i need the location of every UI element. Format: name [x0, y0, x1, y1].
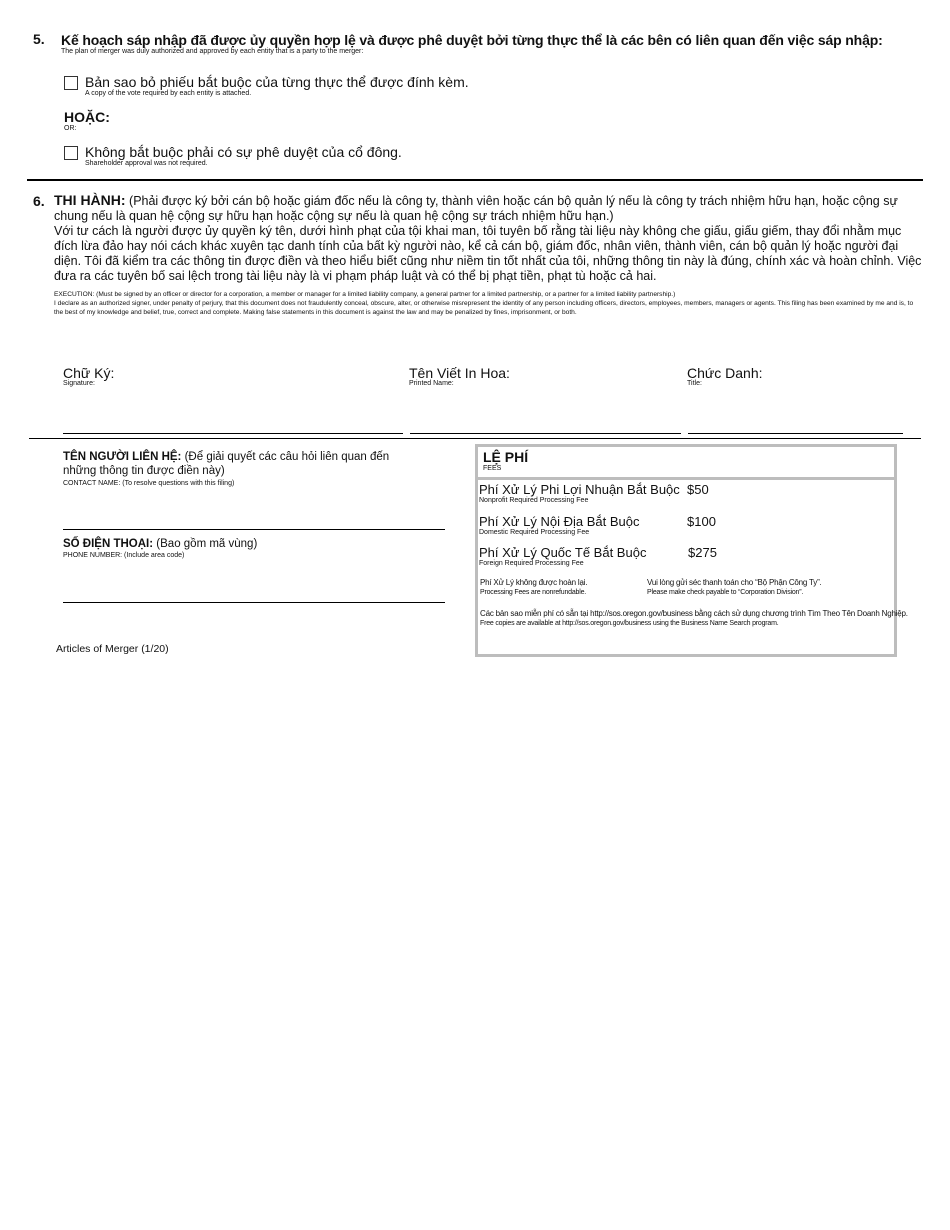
fees-header: [478, 447, 894, 480]
or-label: HOẶC:: [64, 109, 110, 125]
execution-title: THI HÀNH:: [54, 192, 126, 208]
declaration-en: I declare as an authorized signer, under penalty of perjury, that this document does not fraudulently conceal, obscure, alter, or otherwise misrepresent the identity of any person including officers, directors, employees, members, managers or agents. This filing has been examined by me and is, to the best of my knowledge and belief, true, correct and complete. Making false statements in this document is against the law and may be penalized by fines, imprisonment, or both.: [54, 300, 914, 316]
no-shareholder-approval-checkbox[interactable]: [64, 146, 78, 160]
free-copies-vi: Các bản sao miễn phí có sẵn tại http://sos.oregon.gov/business bằng cách sử dụng chương trình Tìm Theo Tên Doanh Nghiệp.: [480, 609, 908, 618]
fees-payable-vi: Vui lòng gửi séc thanh toán cho “Bộ Phận Công Ty”.: [647, 578, 822, 587]
contact-name-heading: [63, 450, 403, 478]
no-shareholder-approval-label: Không bắt buộc phải có sự phê duyệt của cổ đông.: [85, 144, 402, 160]
phone-field[interactable]: [63, 602, 445, 603]
signature-label: Chữ Ký:: [63, 365, 115, 381]
fees-title: LỆ PHÍ: [483, 449, 529, 465]
free-copies-en: Free copies are available at http://sos.oregon.gov/business using the Business Name Search program.: [480, 620, 779, 627]
execution-desc: (Phải được ký bởi cán bộ hoặc giám đốc nếu là công ty, thành viên hoặc cán bộ quản lý nếu là công ty trách nhiệm hữu hạn, hoặc cộng sự chung nếu là quan hệ cộng sự hữu hạn hoặc cộng sự nếu là quan hệ cộng sự trách nhiệm hữu hạn.): [54, 194, 898, 223]
title-field-label-en: Title:: [687, 380, 702, 387]
free-copies: [480, 609, 908, 629]
no-shareholder-approval-label-en: Shareholder approval was not required.: [85, 160, 208, 167]
execution-paragraph: [54, 193, 928, 284]
execution-en-block: [54, 290, 924, 317]
phone-desc: (Bao gồm mã vùng): [156, 538, 258, 550]
form-id: Articles of Merger (1/20): [56, 643, 169, 655]
title-field-label: Chức Danh:: [687, 365, 763, 381]
section-6-number: 6.: [33, 193, 45, 209]
execution-en: EXECUTION: (Must be signed by an officer or director for a corporation, a member or manager for a limited liability company, a general partner for a limited partnership, or a partner for a limited liability partnership.): [54, 291, 676, 298]
printed-name-field[interactable]: [410, 433, 681, 434]
printed-name-label-en: Printed Name:: [409, 380, 454, 387]
fee-foreign-name-en: Foreign Required Processing Fee: [479, 560, 584, 567]
vote-attached-checkbox[interactable]: [64, 76, 78, 90]
contact-name-label: TÊN NGƯỜI LIÊN HỆ:: [63, 451, 182, 463]
fees-nonrefundable: [480, 578, 587, 598]
signature-label-en: Signature:: [63, 380, 95, 387]
fee-foreign-amount: $275: [688, 545, 717, 560]
fees-nonrefundable-en: Processing Fees are nonrefundable.: [480, 589, 587, 596]
contact-name-field[interactable]: [63, 529, 445, 530]
section-5-title-en: The plan of merger was duly authorized and approved by each entity that is a party to the merger:: [61, 48, 364, 55]
fee-nonprofit-name: Phí Xử Lý Phi Lợi Nhuận Bắt Buộc: [479, 482, 680, 497]
fee-foreign-name: Phí Xử Lý Quốc Tế Bắt Buộc: [479, 545, 647, 560]
vote-attached-label-en: A copy of the vote required by each entity is attached.: [85, 90, 252, 97]
signature-field[interactable]: [63, 433, 403, 434]
fee-nonprofit-name-en: Nonprofit Required Processing Fee: [479, 497, 589, 504]
printed-name-label: Tên Viết In Hoa:: [409, 365, 510, 381]
execution-declaration: Với tư cách là người được ủy quyền ký tên, dưới hình phạt của tội khai man, tôi tuyên bố rằng tài liệu này không che giấu, giấu giếm, thay đổi nhằm mục đích lừa đảo hay nói cách khác xuyên tạc danh tính của bất kỳ người nào, kể cả cán bộ, giám đốc, nhân viên, thành viên, cán bộ quản lý hoặc người đại diện. Tôi đã kiểm tra các thông tin được điền và theo hiểu biết cũng như niềm tin tốt nhất của tôi, những thông tin này là đúng, chính xác và hoàn chỉnh. Việc đưa ra các tuyên bố sai lệch trong tài liệu này là vi phạm pháp luật và có thể bị phạt tiền, phạt tù hoặc cả hai.: [54, 224, 922, 283]
fee-domestic-name: Phí Xử Lý Nội Địa Bắt Buộc: [479, 514, 640, 529]
fees-title-en: FEES: [483, 465, 502, 472]
title-field[interactable]: [688, 433, 903, 434]
phone-label: SỐ ĐIỆN THOẠI:: [63, 538, 154, 550]
section-5-number: 5.: [33, 31, 45, 47]
contact-name-label-en: CONTACT NAME: (To resolve questions with this filing): [63, 480, 235, 487]
fees-payable-en: Please make check payable to “Corporation Division”.: [647, 589, 804, 596]
signature-divider: [29, 438, 921, 439]
contact-name-desc: (Để giải quyết các câu hỏi liên quan đến những thông tin được điền này): [63, 451, 390, 477]
phone-heading: [63, 538, 257, 550]
fee-nonprofit-amount: $50: [687, 482, 709, 497]
fees-nonrefundable-vi: Phí Xử Lý không được hoàn lại.: [480, 578, 588, 587]
fee-domestic-amount: $100: [687, 514, 716, 529]
phone-label-en: PHONE NUMBER: (Include area code): [63, 552, 185, 559]
section-divider: [27, 179, 923, 181]
fee-domestic-name-en: Domestic Required Processing Fee: [479, 529, 590, 536]
fees-box: [475, 444, 908, 657]
or-label-en: OR:: [64, 125, 77, 132]
section-5-title: Kế hoạch sáp nhập đã được ủy quyền hợp lệ và được phê duyệt bởi từng thực thể là các bên có liên quan đến việc sáp nhập:: [61, 32, 883, 48]
fees-payable: [647, 578, 822, 598]
vote-attached-label: Bản sao bỏ phiếu bắt buộc của từng thực thể được đính kèm.: [85, 74, 469, 90]
